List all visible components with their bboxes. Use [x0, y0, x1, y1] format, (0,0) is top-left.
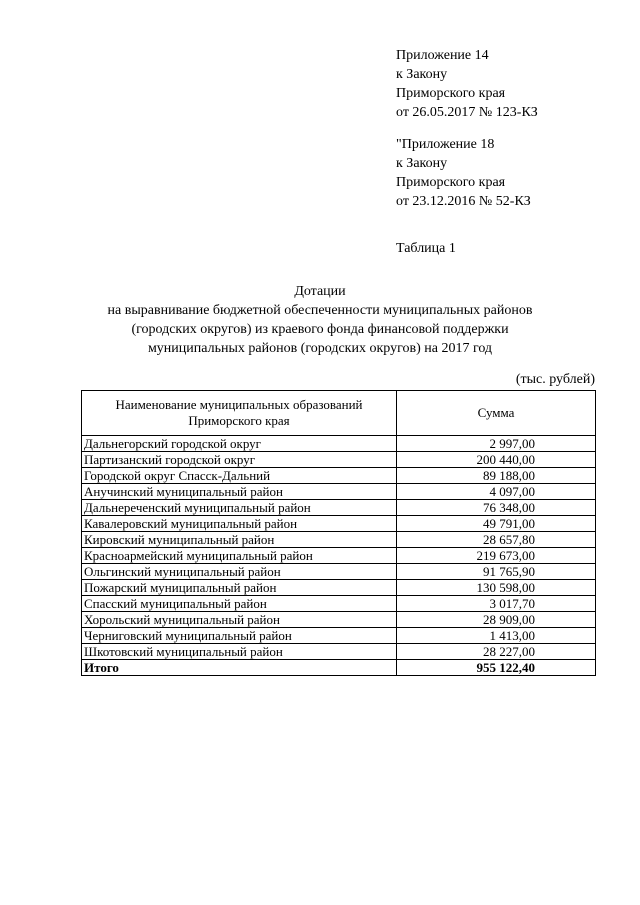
amount-value: 3 017,70 [397, 596, 596, 612]
municipality-name: Хорольский муниципальный район [82, 612, 397, 628]
amount-value: 219 673,00 [397, 548, 596, 564]
municipality-name: Черниговский муниципальный район [82, 628, 397, 644]
municipality-name: Дальнереченский муниципальный район [82, 500, 397, 516]
amount-value: 200 440,00 [397, 452, 596, 468]
title-line: муниципальных районов (городских округов) на 2017 год [147, 341, 493, 356]
total-row [82, 660, 596, 676]
document-title [60, 282, 580, 358]
amount-value: 91 765,90 [397, 564, 596, 580]
municipality-name: Пожарский муниципальный район [82, 580, 397, 596]
appendix-reference [396, 46, 538, 211]
appendix-line: от 26.05.2017 № 123-КЗ [396, 105, 538, 120]
title-line: Дотации [294, 284, 346, 299]
amount-value: 28 657,80 [397, 532, 596, 548]
table-number: Таблица 1 [396, 241, 456, 256]
amount-value: 76 348,00 [397, 500, 596, 516]
table-row [82, 500, 596, 516]
table-row [82, 436, 596, 452]
table-row [82, 564, 596, 580]
total-value: 955 122,40 [397, 660, 596, 676]
total-label: Итого [82, 660, 397, 676]
appendix-line: Приморского края [396, 175, 506, 190]
amount-value: 4 097,00 [397, 484, 596, 500]
table-row [82, 484, 596, 500]
subsidies-table [81, 390, 596, 676]
table-row [82, 596, 596, 612]
table-row [82, 516, 596, 532]
municipality-name: Городской округ Спасск-Дальний [82, 468, 397, 484]
amount-value: 1 413,00 [397, 628, 596, 644]
column-header-name: Наименование муниципальных образований Приморского края [82, 391, 397, 436]
amount-value: 2 997,00 [397, 436, 596, 452]
table-header-row [82, 391, 596, 436]
table-row [82, 452, 596, 468]
table-row [82, 628, 596, 644]
amount-value: 28 909,00 [397, 612, 596, 628]
municipality-name: Анучинский муниципальный район [82, 484, 397, 500]
appendix-line: к Закону [396, 67, 448, 82]
municipality-name: Красноармейский муниципальный район [82, 548, 397, 564]
municipality-name: Ольгинский муниципальный район [82, 564, 397, 580]
municipality-name: Партизанский городской округ [82, 452, 397, 468]
table-row [82, 644, 596, 660]
amount-value: 49 791,00 [397, 516, 596, 532]
municipality-name: Дальнегорский городской округ [82, 436, 397, 452]
amount-value: 130 598,00 [397, 580, 596, 596]
amount-value: 89 188,00 [397, 468, 596, 484]
table-row [82, 612, 596, 628]
appendix-line: "Приложение 18 [396, 137, 495, 152]
appendix-line: Приморского края [396, 86, 506, 101]
municipality-name: Кировский муниципальный район [82, 532, 397, 548]
title-line: (городских округов) из краевого фонда финансовой поддержки [131, 322, 509, 337]
table-row [82, 580, 596, 596]
municipality-name: Кавалеровский муниципальный район [82, 516, 397, 532]
title-line: на выравнивание бюджетной обеспеченности муниципальных районов [107, 303, 533, 318]
appendix-line: от 23.12.2016 № 52-КЗ [396, 194, 531, 209]
table-row [82, 468, 596, 484]
amended-appendix-reference [396, 135, 538, 211]
table-row [82, 548, 596, 564]
municipality-name: Спасский муниципальный район [82, 596, 397, 612]
amount-value: 28 227,00 [397, 644, 596, 660]
appendix-line: к Закону [396, 156, 448, 171]
column-header-amount: Сумма [397, 391, 596, 436]
units-label: (тыс. рублей) [515, 372, 595, 387]
appendix-line: Приложение 14 [396, 48, 489, 63]
municipality-name: Шкотовский муниципальный район [82, 644, 397, 660]
table-row [82, 532, 596, 548]
